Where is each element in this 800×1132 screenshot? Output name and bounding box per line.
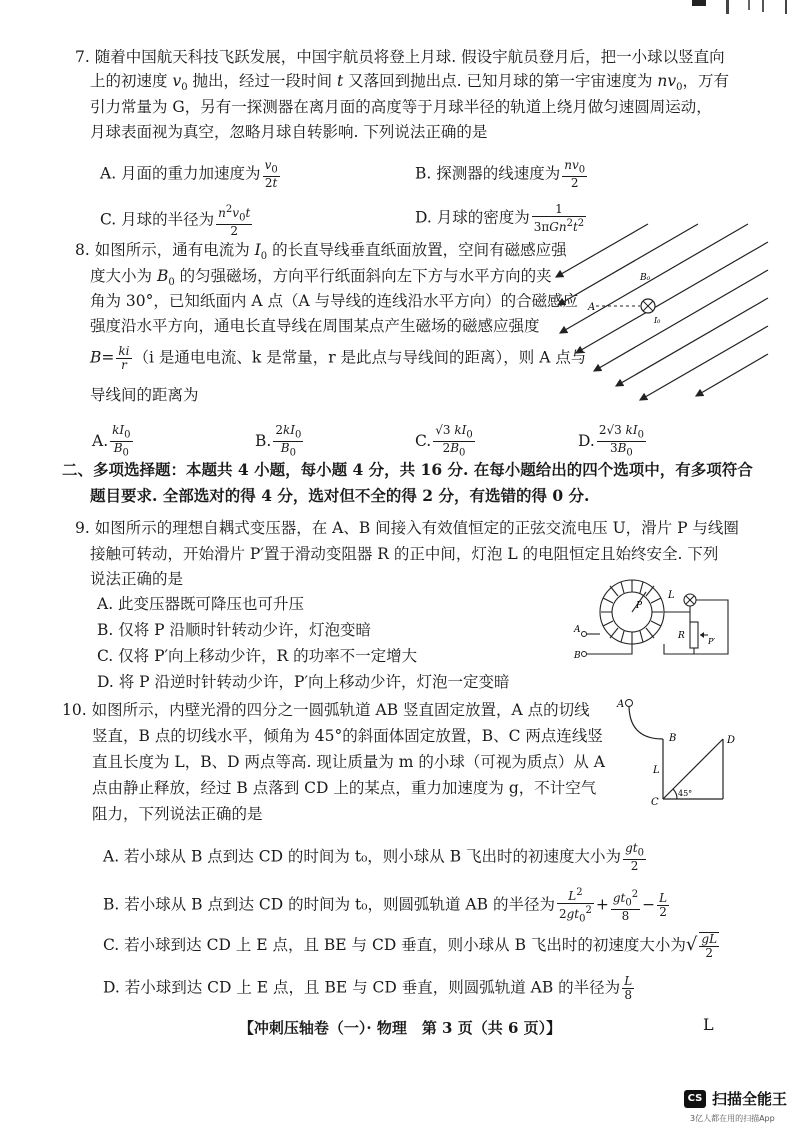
- page-mark: L: [703, 1015, 714, 1034]
- q9-line-3: 说法正确的是: [90, 570, 184, 588]
- section2-heading-line-2: 题目要求. 全部选对的得 4 分，选对但不全的得 2 分，有选错的得 0 分.: [90, 486, 590, 505]
- q8-option-a: A. $\frac{kI_0}{B_0}$: [92, 423, 131, 459]
- q10-track-figure: [615, 695, 745, 810]
- q9-option-c: C. 仅将 P′向上移动少许，R 的功率不一定增大: [97, 647, 418, 665]
- scanner-name: 扫描全能王: [712, 1090, 788, 1108]
- label-b0: B₀: [640, 273, 651, 283]
- q7-option-d: D. 月球的密度为 $\frac{1}{3\pi Gn^2t^2}$: [415, 202, 585, 234]
- q8-line-6: 导线间的距离为: [90, 386, 199, 404]
- q7-line-3: 引力常量为 G，另有一探测器在离月面的高度等于月球半径的轨道上绕月做匀速圆周运动，: [90, 98, 712, 116]
- q9-circuit-figure: [550, 572, 750, 672]
- q8-line-3: 角为 30°，已知纸面内 A 点（A 与导线的连线沿水平方向）的合磁感应: [90, 292, 579, 310]
- q10-option-a: A. 若小球从 B 点到达 CD 的时间为 t₀，则小球从 B 飞出时的初速度大小为 $\frac{gt_0}{2}$: [103, 841, 644, 874]
- label-a: A: [588, 302, 596, 313]
- q10-option-c: C. 若小球到达 CD 上 E 点，且 BE 与 CD 垂直，则小球从 B 飞出时的初速度大小为√ $\frac{gL}{2}$: [103, 932, 718, 960]
- label-d: D: [727, 735, 736, 746]
- q8-line-1: 8. 如图所示，通有电流为 $I_0$ 的长直导线垂直纸面放置，空间有磁感应强: [75, 241, 567, 263]
- page-footer: 【冲刺压轴卷（一）· 物理 第 3 页（共 6 页）】: [238, 1019, 562, 1037]
- q9-line-1: 9. 如图所示的理想自耦式变压器，在 A、B 间接入有效值恒定的正弦交流电压 U，滑片 P 与线圈: [75, 519, 739, 537]
- q8-line-5: B= $\frac{ki}{r}$ （i 是通电电流、k 是常量，r 是此点与导线间的距离），则 A 点与: [90, 344, 587, 372]
- q8-line-4: 强度沿水平方向，通电长直导线在周围某点产生磁场的磁感应强度: [90, 317, 540, 335]
- label-r: R: [678, 631, 685, 641]
- scanner-logo-icon: CS: [684, 1090, 706, 1108]
- label-a: A: [574, 625, 581, 635]
- scanner-tagline: 3亿人都在用的扫描App: [690, 1114, 775, 1123]
- q10-line-2: 竖直，B 点的切线水平，倾角为 45°的斜面体固定放置，B、C 两点连线竖: [92, 727, 603, 745]
- q8-option-d: D. $\frac{2√3 kI_0}{3B_0}$: [578, 423, 644, 459]
- q10-line-4: 点由静止释放，经过 B 点落到 CD 上的某点，重力加速度为 g，不计空气: [92, 779, 597, 797]
- q7-option-c: C. 月球的半径为 $\frac{n^2v_0t}{2}$: [100, 204, 251, 239]
- q8-option-b: B. $\frac{2kI_0}{B_0}$: [255, 423, 302, 459]
- label-c: C: [651, 797, 659, 808]
- section2-heading-line-1: 二、多项选择题：本题共 4 小题，每小题 4 分，共 16 分. 在每小题给出的四个选项中，有多项符合: [62, 460, 753, 479]
- scanner-watermark: [684, 1088, 787, 1109]
- label-l: L: [653, 765, 660, 776]
- label-p-prime: P′: [708, 637, 716, 646]
- q7-line-2: 上的初速度 $v_0$ 抛出，经过一段时间 t 又落回到抛出点. 已知月球的第一宇宙速度为 $nv_0$，万有: [90, 72, 730, 94]
- label-angle: 45°: [678, 789, 693, 798]
- q8-field-figure: [548, 222, 770, 402]
- label-i0: I₀: [654, 316, 661, 325]
- q10-line-3: 直且长度为 L，B、D 两点等高. 现让质量为 m 的小球（可视为质点）从 A: [92, 753, 605, 771]
- q8-line-2: 度大小为 $B_0$ 的匀强磁场，方向平行纸面斜向左下方与水平方向的夹: [90, 267, 552, 289]
- scan-corner-mark: [690, 0, 800, 16]
- q9-option-b: B. 仅将 P 沿顺时针转动少许，灯泡变暗: [97, 621, 372, 639]
- q7-line-1: 7. 随着中国航天科技飞跃发展，中国宇航员将登上月球. 假设宇航员登月后，把一小球以竖直向: [75, 48, 725, 66]
- q10-option-b: B. 若小球从 B 点到达 CD 的时间为 t₀，则圆弧轨道 AB 的半径为 $\frac{L^2}{2gt_0^2}$ + $\frac{gt_0^2}{8}$ − $\frac{L}{2}$: [103, 887, 668, 925]
- q9-line-2: 接触可转动，开始滑片 P′置于滑动变阻器 R 的正中间，灯泡 L 的电阻恒定且始终安全. 下列: [90, 545, 719, 563]
- q8-option-c: C. $\frac{√3 kI_0}{2B_0}$: [415, 423, 473, 459]
- label-p: P: [636, 601, 643, 611]
- q7-line-4: 月球表面视为真空，忽略月球自转影响. 下列说法正确的是: [90, 123, 488, 141]
- q10-line-5: 阻力，下列说法正确的是: [92, 805, 263, 823]
- label-b: B: [574, 651, 581, 661]
- q9-option-a: A. 此变压器既可降压也可升压: [97, 595, 305, 613]
- q7-option-a: A. 月面的重力加速度为 $\frac{v_0}{2t}$: [100, 158, 278, 191]
- label-l: L: [668, 590, 675, 601]
- label-a: A: [617, 699, 625, 710]
- q9-option-d: D. 将 P 沿逆时针转动少许，P′向上移动少许，灯泡一定变暗: [97, 673, 510, 691]
- q10-option-d: D. 若小球到达 CD 上 E 点，且 BE 与 CD 垂直，则圆弧轨道 AB 的半径为 $\frac{L}{8}$: [103, 974, 633, 1002]
- q7-option-b: B. 探测器的线速度为 $\frac{nv_0}{2}$: [415, 158, 586, 191]
- label-b: B: [669, 733, 677, 744]
- q10-line-1: 10. 如图所示，内壁光滑的四分之一圆弧轨道 AB 竖直固定放置，A 点的切线: [62, 701, 590, 719]
